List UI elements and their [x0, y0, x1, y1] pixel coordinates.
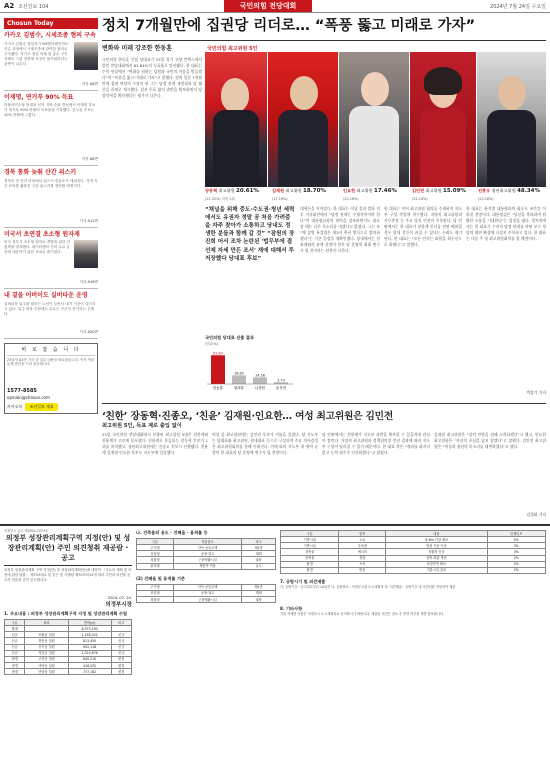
caption-sub: (23.18%)	[478, 196, 494, 201]
chosun-today-label: Chosun Today	[4, 18, 98, 29]
chart-title: 국민의힘 당대표 선출 결과	[205, 335, 254, 340]
lead-column	[102, 45, 202, 255]
notice-left	[4, 528, 132, 758]
contact-email[interactable]: opinion@chosun.com	[7, 394, 50, 400]
table-header-cell: 구분	[5, 620, 25, 626]
table-cell: 변경	[5, 663, 25, 669]
right-section2: 8. 기타사항	[280, 606, 303, 612]
pull-quote	[205, 206, 295, 324]
caption-sub: (21.32%) 지역 1위	[205, 196, 235, 201]
table-cell: 8,375,190	[68, 626, 111, 632]
table-cell: 계획	[242, 551, 276, 557]
chart-bar	[211, 355, 225, 384]
person-photo	[74, 42, 98, 70]
correction-text: 23일자 A1면 기사 중 일부 내용을 바로잡습니다. 독자 여러분께 혼란을 드려 죄송합니다.	[7, 357, 95, 367]
table-cell: 저류시설 설치	[386, 567, 487, 573]
table-row	[5, 669, 132, 675]
notice-right	[280, 528, 546, 758]
caption-name: 진종오	[478, 188, 491, 193]
table-cell: 제한적 허용	[174, 563, 242, 569]
table-cell: 주거형	[137, 545, 174, 551]
today-item[interactable]	[4, 166, 98, 228]
caption-role: 최고위원	[425, 188, 442, 193]
chart-value-label: 18.85	[233, 371, 245, 376]
table-cell: 변경	[111, 669, 131, 675]
paper-name: 조선일보 104	[18, 4, 49, 10]
table-cell: 신규	[111, 650, 131, 656]
main-col4: 한 대표는 이어 최고위원 회의를 주재하며 지도부 구성 작업에 착수했다. 지명직 최고위원과 사무총장 등 주요 당직 인선이 주목된다. 당 안팎에서는 한 대표가 친한계 인사를 전면 배치할 경우 당내 갈등이 커질 수 있다는 우려도 제기된다. 한 대표는 “모든 인사는 화합을 최우선으로 하겠다”고 말했다.	[384, 206, 462, 248]
chart-category-label: 윤상현	[275, 386, 287, 390]
table-cell: 신규	[5, 638, 25, 644]
table-cell: 신규	[5, 632, 25, 638]
headline-divider	[102, 40, 546, 41]
person-photo	[74, 240, 98, 268]
table-cell: 제1종	[242, 545, 276, 551]
today-item-text: 경북의 한 산간 마을에서 위스키 증류소가 세워진다. 지역 특산 보리를 활용한 국산 위스키를 생산할 예정이다.	[4, 178, 98, 188]
story2-headline[interactable]: ‘친한’ 장동혁·진종오, ‘친윤’ 김재원·인요한… 여성 최고위원은 김민전	[102, 403, 546, 422]
chart-bar	[253, 377, 267, 384]
caption-role: 최고위원	[356, 188, 373, 193]
table-cell: 고산동 일원	[25, 656, 68, 662]
notice-section1: 1. 주요내용 : 의정부 성장관리계획구역 지정 및 성장관리계획 수립	[4, 611, 128, 616]
today-item-ref: 기사 A8면	[81, 81, 98, 86]
today-item-ref: 기사 A12면	[79, 218, 98, 223]
notice-mid	[136, 528, 276, 758]
table-cell: 친환경 인증	[386, 549, 487, 555]
table-cell: 조경면적 확보	[386, 561, 487, 567]
table-header-cell: 구분	[281, 531, 339, 537]
table-cell: 장암동 일원	[25, 638, 68, 644]
table-header-cell: 항목	[339, 531, 386, 537]
photo-jin-jongoh[interactable]	[477, 52, 546, 187]
chart-bar	[232, 375, 246, 384]
today-item-ref: 기사 A6면	[81, 157, 98, 161]
table-cell: 2%	[487, 555, 545, 561]
table-cell: 환경	[281, 567, 339, 573]
notice-date: 2024. 07. 24.	[107, 596, 132, 600]
table-cell: 공장·창고	[174, 551, 242, 557]
chosun-today	[4, 18, 98, 523]
table-row	[281, 567, 546, 573]
correction-box	[4, 343, 98, 414]
table-cell: 합계	[5, 626, 25, 632]
table-cell: 변경	[5, 656, 25, 662]
table-cell: 신규	[5, 650, 25, 656]
table-cell: 자일동 일원	[25, 650, 68, 656]
story2-subhead: 최고위원 5인, 득표 제로 출입 없이	[102, 423, 182, 429]
ratio-table	[136, 584, 276, 603]
table-cell: 1,156,322	[68, 632, 111, 638]
table-header-cell: 내용	[386, 531, 487, 537]
table-cell: 녹지	[339, 561, 386, 567]
chart-svg	[205, 346, 295, 392]
area-table	[4, 619, 132, 675]
contact-phone[interactable]: 1577-8585	[7, 387, 37, 394]
page-number: A2	[4, 2, 15, 10]
today-item-text: 더불어민주당 당대표 선거 지역 순회 경선에서 이재명 후보가 연거푸 90% 안팎의 득표율을 기록했다. 김두관 후보는 10% 안팎에 그쳤다.	[4, 103, 96, 118]
today-item[interactable]	[4, 91, 98, 167]
caption-name: 장동혁	[205, 188, 218, 193]
table-cell: 환경	[281, 561, 339, 567]
table-cell: 2%	[487, 567, 545, 573]
caption-pct: 17.46%	[374, 188, 397, 194]
caption-sub: (17.19%)	[272, 196, 288, 201]
lead-subhead: 변화와 미래 강조한 한동훈	[102, 45, 173, 52]
table-cell: 유도	[242, 563, 276, 569]
notice-title: 의정부 성장관리계획구역 지정(안) 및 성장관리계획(안) 주민 의견청취 재공람 · 공고	[4, 533, 132, 566]
table-cell: 계획	[242, 590, 276, 596]
table-cell: 645,210	[68, 656, 111, 662]
correction-title: 바 로 잡 습 니 다	[7, 346, 95, 356]
main-col5: 한 대표는 윤석열 대통령과의 회동도 조만간 이뤄질 전망이다. 대통령실은 “당선을 축하하며 원활한 소통을 기대한다”는 입장을 냈다. 정치권에서는 한 대표가 수직적 당정 관계를 바꿔 보수 정당의 외연 확장에 나설지 주목하고 있다. 한 대표는 다음 주 첫 최고위원회의를 열 예정이다.	[466, 206, 546, 242]
table-cell: 신규	[111, 644, 131, 650]
table-cell: 경관	[339, 555, 386, 561]
table-cell: 신곡동 일원	[25, 644, 68, 650]
table-cell: 법정 기준 이상	[386, 543, 487, 549]
chart-value-label: 3.73	[277, 378, 285, 383]
caption-pct: 20.61%	[236, 188, 259, 194]
photo-kim-minjeon[interactable]	[410, 52, 476, 187]
today-item-text: 실버타운 입주를 원하는 노인이 늘면서 대기 기간이 길어지고 있다. 입주 비용 부담에도 수요는 꾸준히 증가하는 추세다.	[4, 301, 96, 316]
table-header-cell: 위치	[25, 620, 68, 626]
table-cell: 기반시설	[281, 537, 339, 543]
table-cell: 빗물	[339, 567, 386, 573]
today-item-title: 경북 통화 늦춰 산간 위스키	[4, 169, 77, 176]
today-item-title: 내 곁을 어버이도 실버타운 운영	[4, 292, 88, 299]
today-item-title: 카카오 김범수, 시세조종 혐의 구속	[4, 32, 96, 39]
main-byline: 박상기 기자	[526, 390, 546, 395]
caption-role: 청년최고위원	[491, 188, 516, 193]
caption-pct: 48.34%	[517, 188, 541, 194]
kakao-label: 카카오톡	[7, 403, 23, 409]
photos-label: 국민의힘 최고위원 5인	[207, 46, 258, 52]
issue-date: 2024년 7월 24일 수요일	[489, 4, 546, 10]
pull-quote-text: “채널을 위해 중도·수도권·청년 세력 에서도 유권자 정말 공 처음 가려줌을 자주 찾아가 소통하고 당내도 정생한 분들과 함께 갈 것” “잠원의 장진희 어서 조차 논란된 '법무부에 결선제 자세 만든 조서' 재에 대해서 투 저장했다 당대표 후보”	[205, 207, 295, 262]
story2-col2: 여성 몫 최고위원에는 김민전 후보가 이름을 올렸다. 당 지도부는 당대표와 최고위원, 원내대표 등으로 구성되며 주요 의사결정은 최고위원회의를 통해 이뤄진다. 이에 따라 지도부 내 세력 균형이 한 대표의 당 운영에 변수가 될 전망이다.	[212, 432, 318, 456]
story2-col1: 23일 국민의힘 전당대회에서 선출된 최고위원 5명은 친한계와 친윤계가 고르게 분포했다. 친한계로 분류되는 장동혁 후보가 1위를 차지했고, 청년최고위원에는 진종오 후보가 선출됐다. 친윤계 김재원·인요한 후보도 지도부에 입성했다.	[102, 432, 208, 456]
mid-subtitle: (2) 건폐율 및 용적률 기준	[136, 575, 185, 581]
today-item-title: 이재명, 연거푸 90% 득표	[4, 93, 74, 101]
table-cell: 신규	[111, 632, 131, 638]
table-header-cell: 비고	[242, 539, 276, 545]
page-header	[0, 0, 550, 13]
table-cell: 근린생활시설	[174, 597, 242, 603]
table-cell: 호원동 일원	[25, 632, 68, 638]
table-cell: 3%	[487, 543, 545, 549]
caption-jang	[205, 188, 259, 202]
kakao-report-button[interactable]: 조선일보 제보	[25, 403, 57, 411]
table-cell: 공장·창고	[174, 590, 242, 596]
chart-category-label: 한동훈	[212, 386, 224, 390]
table-header-cell: 허용용도	[174, 539, 242, 545]
table-cell: 2%	[487, 561, 545, 567]
chart-category-label: 나경원	[254, 386, 266, 390]
table-cell: 단독·공동주택	[174, 584, 242, 590]
caption-jin-jongoh	[478, 188, 540, 202]
table-row	[137, 597, 276, 603]
caption-role: 최고위원	[218, 188, 235, 193]
today-item-title: 미국서 초연결 초소형 원자재	[4, 230, 80, 238]
today-item[interactable]	[4, 228, 98, 290]
caption-role: 최고위원	[285, 188, 302, 193]
notice-signature: 의정부시장	[105, 602, 132, 608]
main-headline[interactable]: 정치 7개월만에 집권당 리더로… “폭풍 뚫고 미래로 가자”	[102, 18, 476, 34]
table-cell: 변경	[111, 663, 131, 669]
table-cell: 신규	[111, 638, 131, 644]
table-cell: 폭 6m 이상 확보	[386, 537, 487, 543]
table-header-cell: 인센티브	[487, 531, 545, 537]
table-cell: 변경	[111, 656, 131, 662]
table-cell: 권장	[242, 597, 276, 603]
notice-intro: 의정부 성장관리계획 구역 지정(안) 및 성장관리계획(안)에 대하여 「국토의 계획 및 이용에 관한 법률」 제75조의2 및 같은 법 시행령 제70조의12에 따라 주민의 의견을 듣고자 다음과 같이 공고합니다.	[4, 568, 132, 582]
today-item-ref: 기사 A20면	[79, 329, 98, 334]
lead-body: 국민의힘 한동훈 신임 당대표가 23일 경기 고양 킨텍스에서 열린 전당대회에서 62.84%의 득표율로 당선됐다. 한 대표는 수락 연설에서 “변화를 원하는 당원과 국민의 마음을 받들겠다”며 “폭풍을 뚫고 미래로 가자”고 말했다. 정치 입문 7개월 만에 집권 여당의 수장이 된 그는 당정 관계 재정립과 당 쇄신을 과제로 제시했다. 결선 투표 없이 과반을 확보하면서 당 장악력을 확보했다는 평가가 나온다.	[102, 56, 202, 99]
caption-sub: (22.16%)	[343, 196, 359, 201]
main-col3: 대세론을 이어갔다. 한 대표는 이날 결과 발표 직후 기자회견에서 “당정 관계는 수평적이어야 한다”며 대통령실과의 협력을 강조하면서도 필요할 때는 다른 목소리를 내겠다고 밝혔다. 그는 또 “채 상병 특검법은 제3자 추천 방식으로 발의하겠다”는 기존 입장을 재확인했다. 당내에서는 친윤계와의 관계 설정이 향후 당 운영의 최대 변수가 될 것이라는 관측이 나온다.	[300, 206, 380, 254]
story2-col3: 당 안팎에서는 친한계가 지도부 과반을 확보할 수 있을지에 관심이 쏠린다. 지명직 최고위원과 정책위의장 인선 결과에 따라 지도부 구성이 달라질 수 있기 때문이다. 한 대표 측은 “계파를 따지지 않고 능력 위주로 인선하겠다”고 밝혔다.	[322, 432, 430, 456]
table-cell: 건축물	[281, 549, 339, 555]
chart-value-label: 62.84	[212, 351, 224, 356]
table-cell: 건축물	[281, 555, 339, 561]
story2-byline: 김경화 기자	[526, 512, 546, 517]
section-title: 국민의힘 전당대회	[224, 0, 312, 12]
table-cell: 단독·공동주택	[174, 545, 242, 551]
notice-number: 의정부시 공고 제2024-1073호	[4, 529, 49, 533]
table-row	[137, 563, 276, 569]
table-cell: 에너지	[339, 549, 386, 555]
right-text: 가. 공람기간 : 공고일로부터 14일간 나. 공람장소 : 의정부시청 도시계획과 다. 의견제출 : 공람기간 내 의견서를 작성하여 제출	[280, 585, 456, 590]
photo-jang[interactable]	[205, 52, 267, 187]
table-cell: 418,032	[68, 663, 111, 669]
chart-unit: (단위:%)	[205, 342, 219, 346]
use-table	[136, 538, 276, 570]
caption-sub: (22.14%)	[412, 196, 428, 201]
chart-value-label: 14.58	[254, 373, 266, 378]
table-header-cell: 구분	[137, 539, 174, 545]
table-cell: 992,118	[68, 644, 111, 650]
caption-name: 김재원	[272, 188, 285, 193]
table-cell: 근린생활시설	[174, 557, 242, 563]
caption-kim-jaewon	[272, 188, 326, 202]
caption-pct: 15.09%	[443, 188, 466, 194]
table-cell: 737,182	[68, 669, 111, 675]
table-cell: 민락동 일원	[25, 669, 68, 675]
table-cell: 3%	[487, 549, 545, 555]
mid-title: 나. 건축물의 용도 · 건폐율 · 용적률 등	[136, 530, 208, 535]
right-section: 7. 공람시기 및 의견제출	[280, 579, 326, 585]
table-cell: 복합형	[137, 557, 174, 563]
right-text2: 기타 자세한 사항은 의정부시 도시계획과로 문의하시기 바랍니다. 제출된 의견은 검토 후 반영 여부를 개별 통보합니다.	[280, 612, 445, 617]
table-cell: 5%	[487, 537, 545, 543]
kakao-row	[7, 403, 95, 411]
photo-in-yohan[interactable]	[339, 52, 409, 187]
table-cell: 제1종	[242, 584, 276, 590]
table-cell: 도로	[339, 537, 386, 543]
table-cell: 주거형	[137, 584, 174, 590]
leader-vote-chart	[205, 335, 295, 397]
today-item-ref: 기사 A16면	[79, 280, 98, 284]
table-header-cell: 면적(㎡)	[68, 620, 111, 626]
today-item[interactable]	[4, 289, 98, 339]
table-cell: 주차장	[339, 543, 386, 549]
table-cell: 신규	[5, 644, 25, 650]
incentive-table	[280, 530, 546, 574]
today-item-text: 카카오 김범수 창업자가 SM엔터테인먼트 인수 과정에서 시세조종에 관여한 혐의로 구속됐다. 카카오 창업 이래 첫 총수 구속 사태로 그룹 경영에 차질이 불가피하다는 관측이 나온다.	[4, 41, 69, 67]
chart-bar	[274, 382, 288, 384]
table-cell: 산업형	[137, 551, 174, 557]
table-cell: 복합형	[137, 597, 174, 603]
caption-kim-minjeon	[412, 188, 466, 202]
caption-name: 인요한	[343, 188, 356, 193]
photo-kim-jaewon[interactable]	[268, 52, 338, 187]
table-cell: 1,024,876	[68, 650, 111, 656]
table-header-cell: 비고	[111, 620, 131, 626]
table-cell: 산업형	[137, 590, 174, 596]
table-cell: 낙양동 일원	[25, 663, 68, 669]
caption-in-yohan	[343, 188, 397, 202]
chart-category-label: 원희룡	[233, 386, 245, 390]
table-cell: 관리형	[137, 563, 174, 569]
table-cell: 건축 외관 개선	[386, 555, 487, 561]
today-item-text: 미국 정부가 초소형 원자로 개발을 위한 지원책을 발표했다. 데이터센터 전력 수요 급증에 대응하기 위한 조치로 풀이된다.	[4, 240, 70, 255]
table-cell: 기반시설	[281, 543, 339, 549]
caption-pct: 18.70%	[303, 188, 326, 194]
table-cell: 권장	[242, 557, 276, 563]
story2-col4: 김재원 최고위원은 “당의 단합을 위해 노력하겠다”고 했고, 인요한 최고위원은 “혁신의 초심을 잃지 않겠다”고 말했다. 김민전 최고위원은 “여성과 청년의 목소리를 대변하겠다”고 했다.	[434, 432, 546, 450]
table-cell: 변경	[5, 669, 25, 675]
table-cell: 813,450	[68, 638, 111, 644]
caption-name: 김민전	[412, 188, 425, 193]
today-item[interactable]	[4, 29, 98, 91]
public-notice	[0, 524, 550, 758]
